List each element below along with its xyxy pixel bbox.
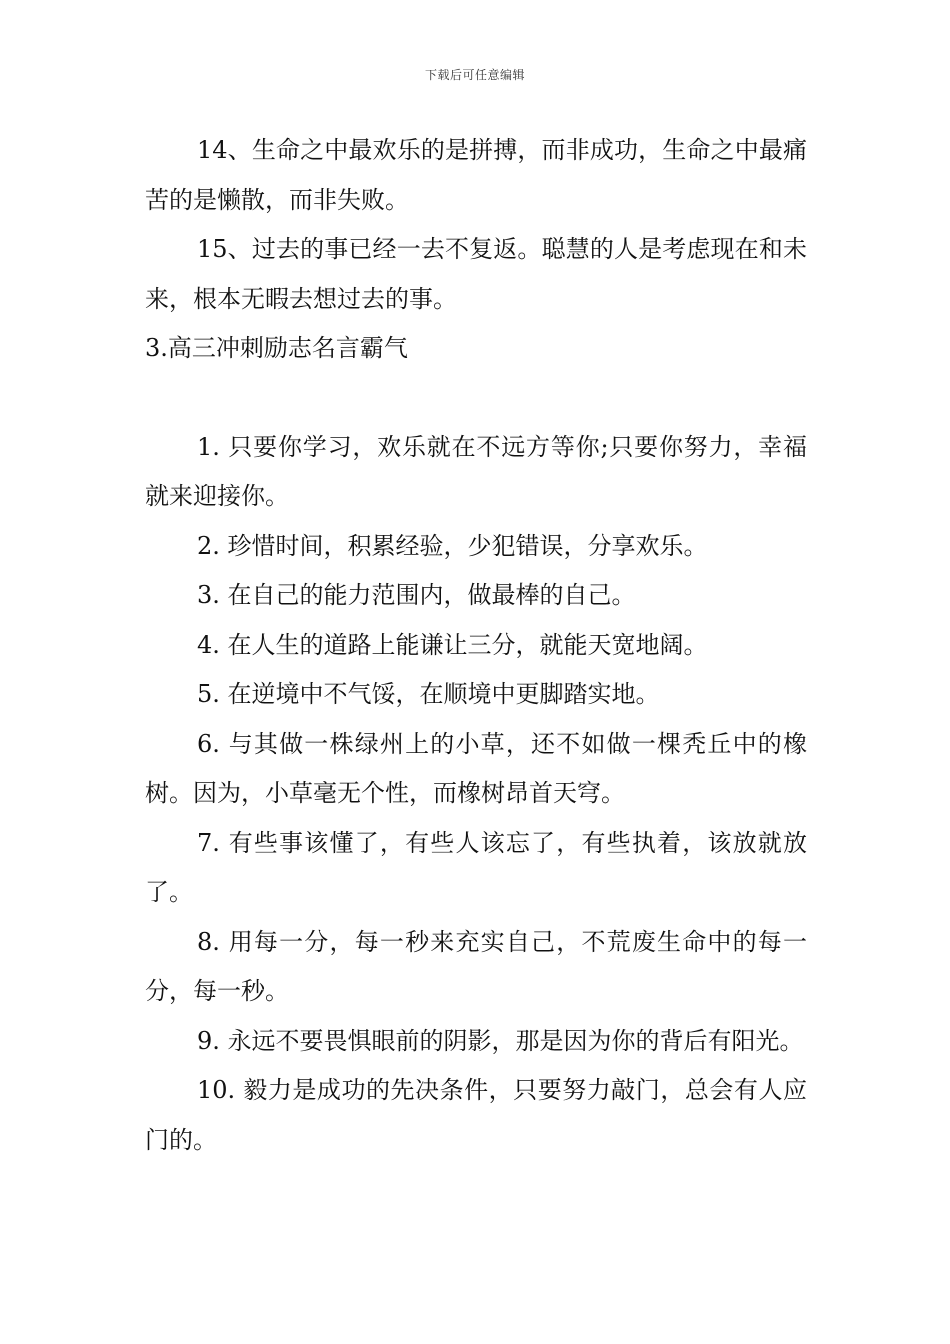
- document-body: [145, 126, 807, 1165]
- list-item: 8. 用每一分，每一秒来充实自己，不荒废生命中的每一分，每一秒。: [145, 927, 807, 1005]
- list-item: 2. 珍惜时间，积累经验，少犯错误，分享欢乐。: [197, 531, 708, 560]
- list-item: 4. 在人生的道路上能谦让三分，就能天宽地阔。: [197, 630, 708, 659]
- page-header: 下载后可任意编辑: [424, 68, 525, 82]
- paragraph-14: 14、生命之中最欢乐的是拼搏，而非成功，生命之中最痛苦的是懒散，而非失败。: [145, 136, 807, 214]
- list-item: 10. 毅力是成功的先决条件，只要努力敲门，总会有人应门的。: [145, 1076, 807, 1154]
- list-item: 5. 在逆境中不气馁，在顺境中更脚踏实地。: [197, 680, 660, 708]
- list-item: 6. 与其做一株绿州上的小草，还不如做一棵秃丘中的橡树。因为，小草毫无个性，而橡树昂首天穹。: [145, 729, 807, 807]
- list-item: 7. 有些事该懂了，有些人该忘了，有些执着，该放就放了。: [145, 828, 807, 906]
- list-item: 1. 只要你学习，欢乐就在不远方等你;只要你努力，幸福就来迎接你。: [145, 432, 807, 510]
- list-item: 3. 在自己的能力范围内，做最棒的自己。: [197, 581, 636, 609]
- list-item: 9. 永远不要畏惧眼前的阴影，那是因为你的背后有阳光。: [197, 1026, 804, 1055]
- paragraph-15: 15、过去的事已经一去不复返。聪慧的人是考虑现在和未来，根本无暇去想过去的事。: [145, 235, 807, 313]
- section-heading: 3.高三冲刺励志名言霸气: [145, 334, 408, 362]
